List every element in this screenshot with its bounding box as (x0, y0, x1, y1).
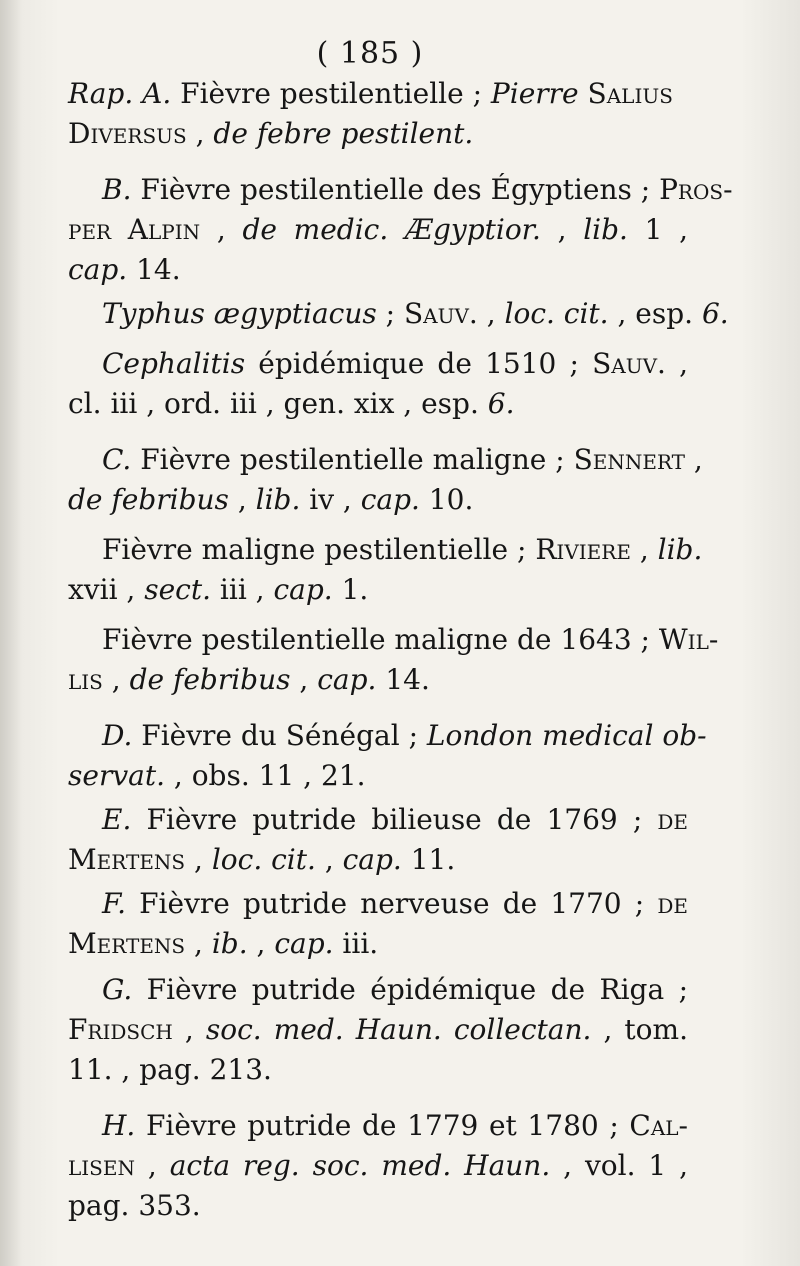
text-span: H. (102, 1109, 136, 1142)
text-span: acta reg. soc. med. Haun. (169, 1149, 551, 1182)
text-span: sect. (144, 573, 212, 606)
text-span: Fièvre maligne pestilentielle ; (102, 533, 536, 566)
text-span: , (134, 1149, 170, 1182)
text-line-24 (102, 1106, 688, 1146)
text-span: cl. iii , ord. iii , gen. xix , esp. (68, 387, 488, 420)
text-span: Fièvre du Sénégal ; (132, 719, 427, 752)
text-line-15 (102, 716, 707, 756)
text-span: 1. (332, 573, 369, 606)
text-span: G. (102, 973, 133, 1006)
text-span: 11. , pag. 213. (68, 1053, 272, 1086)
text-span: Cal- (629, 1109, 688, 1142)
text-span: , (228, 483, 256, 516)
text-span: de (657, 887, 688, 920)
text-span: lib. (583, 213, 628, 246)
text-span: 10. (419, 483, 474, 516)
text-span: London medical ob- (426, 719, 707, 752)
text-span: loc. cit. (211, 843, 316, 876)
text-span: , (247, 927, 275, 960)
text-span: , vol. 1 , (550, 1149, 689, 1182)
text-span: Sennert (573, 443, 685, 476)
text-span: Diversus (68, 117, 187, 150)
text-span: cap. (360, 483, 420, 516)
text-span: Fièvre putride de 1779 et 1780 ; (135, 1109, 630, 1142)
text-span: 6. (487, 387, 515, 420)
text-span: , (315, 843, 343, 876)
text-span: E. (102, 803, 132, 836)
text-span: Typhus ægyptiacus (102, 297, 377, 330)
text-span: cap. (274, 927, 334, 960)
text-span: , (172, 1013, 206, 1046)
text-line-16 (68, 756, 688, 796)
text-span: Pros- (659, 173, 733, 206)
text-span: de febribus (129, 663, 291, 696)
text-span: loc. cit. (504, 297, 609, 330)
page-number: ( 185 ) (316, 36, 424, 71)
text-span: , esp. (608, 297, 702, 330)
text-span: , obs. 11 , 21. (165, 759, 366, 792)
text-line-13 (102, 620, 719, 660)
text-span: 6. (701, 297, 729, 330)
text-span: Mertens (68, 843, 186, 876)
text-span: , (685, 443, 703, 476)
text-span: , tom. (591, 1013, 688, 1046)
text-span: Fièvre pestilentielle des Égyptiens ; (131, 173, 660, 206)
text-span: , (185, 927, 212, 960)
text-span: per Alpin (68, 213, 201, 246)
text-span: cap. (68, 253, 128, 286)
text-span: Sauv. (403, 297, 478, 330)
text-span: de (657, 803, 688, 836)
text-span: cap. (273, 573, 333, 606)
text-span: de febribus (68, 483, 229, 516)
text-span: xvii , (68, 573, 145, 606)
text-span: Fièvre pestilentielle maligne de 1643 ; (102, 623, 659, 656)
text-line-3 (102, 170, 733, 210)
text-span: Cephalitis (102, 347, 246, 380)
text-span: F. (102, 887, 126, 920)
text-span: Fièvre putride nerveuse de 1770 ; (125, 887, 658, 920)
text-span: 14. (127, 253, 181, 286)
text-line-6 (102, 294, 729, 334)
text-line-26 (68, 1186, 688, 1226)
text-span: , (185, 843, 212, 876)
text-span: lib. (255, 483, 301, 516)
text-span: , (477, 297, 505, 330)
text-span: iii. (333, 927, 379, 960)
text-span: Sauv. (592, 347, 666, 380)
text-span: Rap. A. (68, 77, 172, 110)
text-span: 11. (401, 843, 456, 876)
text-span: Mertens (68, 927, 186, 960)
text-span: Riviere (535, 533, 631, 566)
text-span: cap. (342, 843, 402, 876)
text-span: servat. (68, 759, 165, 792)
text-line-18 (68, 840, 688, 880)
text-span: pag. 353. (68, 1189, 201, 1222)
text-span: épidémique de 1510 ; (245, 347, 593, 380)
text-span: Fièvre putride épidémique de Riga ; (132, 973, 688, 1006)
text-line-22 (68, 1010, 688, 1050)
page-gutter-shadow (0, 0, 22, 1266)
text-line-7 (102, 344, 688, 384)
text-line-21 (102, 970, 688, 1010)
text-line-25 (68, 1146, 688, 1186)
text-line-8 (68, 384, 688, 424)
text-span: Fièvre pestilentielle maligne ; (131, 443, 574, 476)
text-line-20 (68, 924, 688, 964)
text-line-9 (102, 440, 703, 480)
text-span: , (540, 213, 584, 246)
text-span: lib. (657, 533, 703, 566)
text-span: iii , (211, 573, 274, 606)
text-line-17 (102, 800, 688, 840)
text-line-11 (102, 530, 703, 570)
text-span: Wil- (658, 623, 719, 656)
text-line-14 (68, 660, 688, 700)
text-span: , (290, 663, 318, 696)
text-span: , (186, 117, 214, 150)
text-span: Fridsch (68, 1013, 173, 1046)
text-line-2 (68, 114, 688, 154)
text-span: D. (102, 719, 133, 752)
text-span: Fièvre putride bilieuse de 1769 ; (131, 803, 658, 836)
text-line-19 (102, 884, 688, 924)
text-span: de medic. Ægyptior. (242, 213, 541, 246)
text-line-10 (68, 480, 688, 520)
text-span: lis (68, 663, 103, 696)
text-span: soc. med. Haun. collectan. (205, 1013, 592, 1046)
text-line-23 (68, 1050, 688, 1090)
text-span: Salius (578, 77, 673, 110)
text-span: ; (376, 297, 404, 330)
text-span: ib. (211, 927, 248, 960)
text-span: , (102, 663, 130, 696)
text-span: , (665, 347, 688, 380)
text-span: iv , (300, 483, 361, 516)
text-span: cap. (317, 663, 377, 696)
text-span: de febre pestilent. (213, 117, 474, 150)
text-span: , (200, 213, 243, 246)
text-span: 14. (376, 663, 430, 696)
text-line-12 (68, 570, 688, 610)
text-line-1 (68, 74, 688, 114)
text-line-4 (68, 210, 688, 250)
text-span: 1 , (627, 213, 689, 246)
text-span: B. (102, 173, 132, 206)
text-span: lisen (68, 1149, 135, 1182)
text-line-5 (68, 250, 688, 290)
text-span: Pierre (490, 77, 579, 110)
text-span: C. (102, 443, 132, 476)
text-span: Fièvre pestilentielle ; (171, 77, 491, 110)
text-span: , (630, 533, 658, 566)
